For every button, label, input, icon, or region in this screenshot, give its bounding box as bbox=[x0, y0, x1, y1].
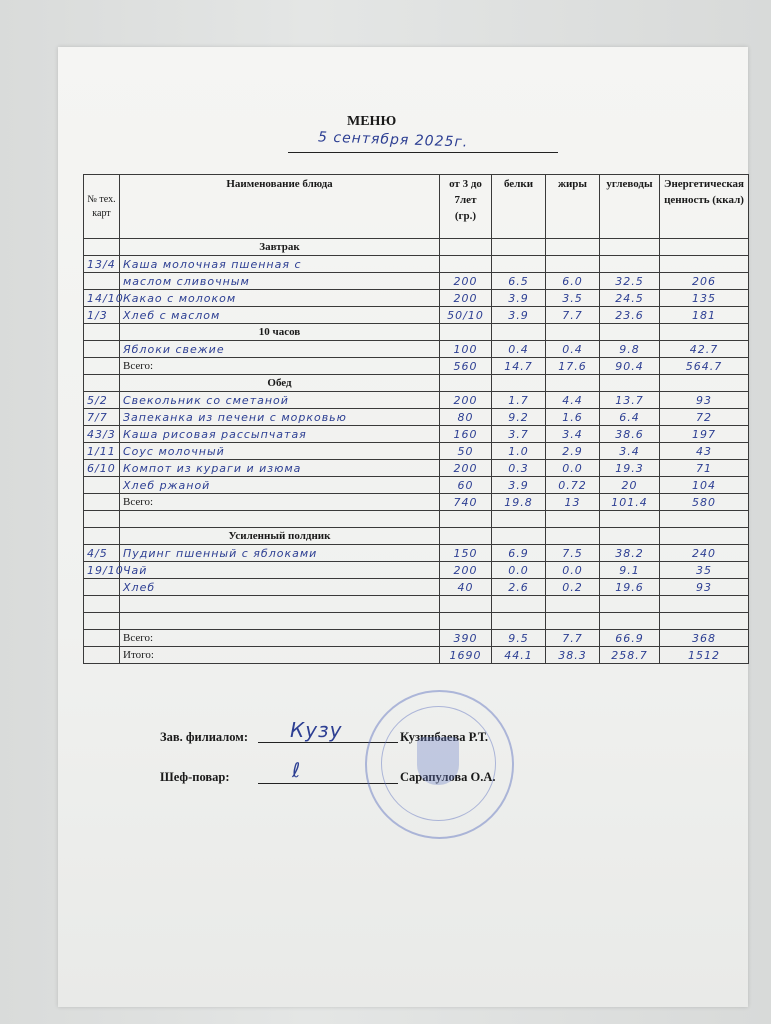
cell-empty bbox=[660, 528, 749, 545]
cell-empty bbox=[546, 613, 600, 630]
section-row bbox=[84, 324, 749, 341]
cell-portion: 50 bbox=[440, 443, 492, 460]
cell-carbs: 38.2 bbox=[600, 545, 660, 562]
chef-label: Шеф-повар: bbox=[160, 770, 230, 784]
cell-code bbox=[84, 375, 120, 392]
cell-empty bbox=[84, 613, 120, 630]
cell-energy: 206 bbox=[660, 273, 749, 290]
cell-fat: 7.7 bbox=[546, 307, 600, 324]
dish-row bbox=[84, 443, 749, 460]
total-row bbox=[84, 358, 749, 375]
cell-protein: 0.0 bbox=[492, 562, 546, 579]
cell-code bbox=[84, 528, 120, 545]
cell-fat: 7.7 bbox=[546, 630, 600, 647]
dish-name: Каша рисовая рассыпчатая bbox=[120, 426, 440, 443]
cell-fat bbox=[546, 256, 600, 273]
dish-row bbox=[84, 307, 749, 324]
cell-energy: 35 bbox=[660, 562, 749, 579]
dish-name: Чай bbox=[120, 562, 440, 579]
cell-empty bbox=[600, 511, 660, 528]
cell-empty bbox=[660, 511, 749, 528]
total-row bbox=[84, 647, 749, 664]
cell-empty bbox=[660, 239, 749, 256]
dish-name: Каша молочная пшенная с bbox=[120, 256, 440, 273]
cell-empty bbox=[660, 613, 749, 630]
cell-empty bbox=[600, 596, 660, 613]
cell-carbs: 101.4 bbox=[600, 494, 660, 511]
cell-code: 7/7 bbox=[84, 409, 120, 426]
empty-row bbox=[84, 613, 749, 630]
cell-fat: 3.4 bbox=[546, 426, 600, 443]
cell-energy: 368 bbox=[660, 630, 749, 647]
header-name: Наименование блюда bbox=[120, 175, 440, 239]
cell-empty bbox=[120, 511, 440, 528]
header-carbs: углеводы bbox=[600, 175, 660, 239]
cell-protein: 2.6 bbox=[492, 579, 546, 596]
total-label: Всего: bbox=[120, 630, 440, 647]
cell-energy: 93 bbox=[660, 579, 749, 596]
cell-empty bbox=[600, 528, 660, 545]
cell-empty bbox=[440, 324, 492, 341]
cell-portion: 740 bbox=[440, 494, 492, 511]
cell-empty bbox=[492, 239, 546, 256]
cell-energy: 43 bbox=[660, 443, 749, 460]
dish-name: Хлеб ржаной bbox=[120, 477, 440, 494]
cell-portion: 200 bbox=[440, 290, 492, 307]
cell-protein: 3.9 bbox=[492, 477, 546, 494]
cell-energy: 181 bbox=[660, 307, 749, 324]
dish-name: Хлеб с маслом bbox=[120, 307, 440, 324]
chef-signature: ℓ bbox=[292, 758, 302, 782]
cell-empty bbox=[600, 613, 660, 630]
total-label: Всего: bbox=[120, 494, 440, 511]
dish-name: Соус молочный bbox=[120, 443, 440, 460]
cell-empty bbox=[546, 239, 600, 256]
cell-energy: 1512 bbox=[660, 647, 749, 664]
cell-carbs: 24.5 bbox=[600, 290, 660, 307]
cell-empty bbox=[84, 596, 120, 613]
cell-empty bbox=[120, 613, 440, 630]
cell-empty bbox=[84, 511, 120, 528]
cell-energy: 564.7 bbox=[660, 358, 749, 375]
cell-empty bbox=[492, 511, 546, 528]
section-title: Обед bbox=[120, 375, 440, 392]
date-underline bbox=[288, 152, 558, 153]
cell-fat: 1.6 bbox=[546, 409, 600, 426]
cell-energy: 240 bbox=[660, 545, 749, 562]
cell-empty bbox=[546, 324, 600, 341]
cell-empty bbox=[546, 528, 600, 545]
cell-empty bbox=[440, 528, 492, 545]
stamp-emblem bbox=[417, 737, 459, 785]
dish-name: Пудинг пшенный с яблоками bbox=[120, 545, 440, 562]
cell-fat: 0.4 bbox=[546, 341, 600, 358]
cell-protein: 0.4 bbox=[492, 341, 546, 358]
cell-empty bbox=[440, 375, 492, 392]
cell-portion: 200 bbox=[440, 392, 492, 409]
dish-row bbox=[84, 477, 749, 494]
total-row bbox=[84, 630, 749, 647]
cell-empty bbox=[440, 596, 492, 613]
cell-portion: 1690 bbox=[440, 647, 492, 664]
cell-code: 1/11 bbox=[84, 443, 120, 460]
cell-protein: 0.3 bbox=[492, 460, 546, 477]
cell-fat: 2.9 bbox=[546, 443, 600, 460]
section-title: 10 часов bbox=[120, 324, 440, 341]
head-signature: Кузу bbox=[290, 718, 343, 742]
cell-protein: 3.9 bbox=[492, 307, 546, 324]
cell-energy: 93 bbox=[660, 392, 749, 409]
cell-code: 13/4 bbox=[84, 256, 120, 273]
cell-empty bbox=[492, 613, 546, 630]
table-header-row bbox=[84, 175, 749, 239]
dish-row bbox=[84, 460, 749, 477]
section-title: Усиленный полдник bbox=[120, 528, 440, 545]
cell-carbs: 90.4 bbox=[600, 358, 660, 375]
cell-protein: 3.9 bbox=[492, 290, 546, 307]
dish-row bbox=[84, 409, 749, 426]
cell-code: 5/2 bbox=[84, 392, 120, 409]
dish-name: Компот из кураги и изюма bbox=[120, 460, 440, 477]
cell-empty bbox=[492, 324, 546, 341]
cell-protein: 44.1 bbox=[492, 647, 546, 664]
empty-row bbox=[84, 511, 749, 528]
page-title: МЕНЮ bbox=[347, 114, 397, 129]
cell-protein: 1.7 bbox=[492, 392, 546, 409]
cell-protein: 9.5 bbox=[492, 630, 546, 647]
cell-carbs: 20 bbox=[600, 477, 660, 494]
cell-empty bbox=[120, 596, 440, 613]
total-label: Всего: bbox=[120, 358, 440, 375]
cell-fat: 6.0 bbox=[546, 273, 600, 290]
section-row bbox=[84, 528, 749, 545]
cell-energy: 104 bbox=[660, 477, 749, 494]
cell-code: 1/3 bbox=[84, 307, 120, 324]
cell-protein: 9.2 bbox=[492, 409, 546, 426]
cell-carbs: 9.1 bbox=[600, 562, 660, 579]
cell-code bbox=[84, 358, 120, 375]
cell-protein: 1.0 bbox=[492, 443, 546, 460]
cell-carbs: 6.4 bbox=[600, 409, 660, 426]
cell-empty bbox=[492, 528, 546, 545]
cell-protein: 14.7 bbox=[492, 358, 546, 375]
cell-protein: 6.9 bbox=[492, 545, 546, 562]
cell-portion: 390 bbox=[440, 630, 492, 647]
dish-row bbox=[84, 290, 749, 307]
cell-carbs: 19.6 bbox=[600, 579, 660, 596]
cell-empty bbox=[440, 511, 492, 528]
cell-portion: 200 bbox=[440, 460, 492, 477]
cell-code bbox=[84, 477, 120, 494]
cell-portion: 200 bbox=[440, 562, 492, 579]
chef-name: Сарапулова О.А. bbox=[400, 770, 496, 784]
cell-code bbox=[84, 494, 120, 511]
dish-row bbox=[84, 426, 749, 443]
cell-carbs: 66.9 bbox=[600, 630, 660, 647]
head-name: Кузинбаева Р.Т. bbox=[400, 730, 489, 744]
cell-fat: 13 bbox=[546, 494, 600, 511]
cell-carbs: 38.6 bbox=[600, 426, 660, 443]
dish-row bbox=[84, 392, 749, 409]
dish-name: Какао с молоком bbox=[120, 290, 440, 307]
cell-carbs: 19.3 bbox=[600, 460, 660, 477]
dish-row bbox=[84, 273, 749, 290]
cell-fat: 17.6 bbox=[546, 358, 600, 375]
menu-date: 5 сентября 2025г. bbox=[317, 129, 469, 151]
empty-row bbox=[84, 596, 749, 613]
dish-row bbox=[84, 341, 749, 358]
section-row bbox=[84, 239, 749, 256]
head-label: Зав. филиалом: bbox=[160, 730, 248, 744]
cell-carbs: 258.7 bbox=[600, 647, 660, 664]
cell-protein: 19.8 bbox=[492, 494, 546, 511]
dish-row bbox=[84, 579, 749, 596]
cell-code bbox=[84, 630, 120, 647]
cell-energy: 71 bbox=[660, 460, 749, 477]
cell-portion bbox=[440, 256, 492, 273]
cell-empty bbox=[600, 239, 660, 256]
dish-name: маслом сливочным bbox=[120, 273, 440, 290]
cell-code: 43/3 bbox=[84, 426, 120, 443]
cell-fat: 0.0 bbox=[546, 460, 600, 477]
cell-protein: 3.7 bbox=[492, 426, 546, 443]
cell-portion: 40 bbox=[440, 579, 492, 596]
cell-portion: 50/10 bbox=[440, 307, 492, 324]
cell-portion: 150 bbox=[440, 545, 492, 562]
cell-empty bbox=[660, 375, 749, 392]
cell-empty bbox=[546, 375, 600, 392]
cell-fat: 0.72 bbox=[546, 477, 600, 494]
dish-name: Хлеб bbox=[120, 579, 440, 596]
cell-energy: 580 bbox=[660, 494, 749, 511]
cell-portion: 100 bbox=[440, 341, 492, 358]
section-row bbox=[84, 375, 749, 392]
cell-fat: 3.5 bbox=[546, 290, 600, 307]
official-stamp bbox=[365, 690, 514, 839]
cell-empty bbox=[600, 324, 660, 341]
cell-code bbox=[84, 273, 120, 290]
cell-empty bbox=[440, 613, 492, 630]
cell-code: 4/5 bbox=[84, 545, 120, 562]
cell-protein: 6.5 bbox=[492, 273, 546, 290]
cell-code bbox=[84, 324, 120, 341]
dish-row bbox=[84, 545, 749, 562]
cell-portion: 560 bbox=[440, 358, 492, 375]
cell-code: 14/10 bbox=[84, 290, 120, 307]
cell-empty bbox=[546, 511, 600, 528]
cell-empty bbox=[440, 239, 492, 256]
dish-name: Яблоки свежие bbox=[120, 341, 440, 358]
total-label: Итого: bbox=[120, 647, 440, 664]
cell-empty bbox=[492, 375, 546, 392]
header-portion: от 3 до 7лет (гр.) bbox=[440, 175, 492, 239]
cell-empty bbox=[660, 324, 749, 341]
dish-row bbox=[84, 256, 749, 273]
cell-energy: 42.7 bbox=[660, 341, 749, 358]
cell-fat: 38.3 bbox=[546, 647, 600, 664]
total-row bbox=[84, 494, 749, 511]
cell-empty bbox=[660, 596, 749, 613]
header-energy: Энергетическая ценность (ккал) bbox=[660, 175, 749, 239]
cell-carbs: 32.5 bbox=[600, 273, 660, 290]
cell-energy: 197 bbox=[660, 426, 749, 443]
cell-energy: 72 bbox=[660, 409, 749, 426]
cell-empty bbox=[600, 375, 660, 392]
cell-portion: 200 bbox=[440, 273, 492, 290]
cell-carbs: 3.4 bbox=[600, 443, 660, 460]
cell-carbs: 13.7 bbox=[600, 392, 660, 409]
cell-code bbox=[84, 579, 120, 596]
cell-protein bbox=[492, 256, 546, 273]
menu-table bbox=[83, 174, 749, 664]
cell-empty bbox=[546, 596, 600, 613]
cell-carbs: 23.6 bbox=[600, 307, 660, 324]
cell-code: 6/10 bbox=[84, 460, 120, 477]
dish-name: Свекольник со сметаной bbox=[120, 392, 440, 409]
cell-code: 19/10 bbox=[84, 562, 120, 579]
cell-carbs bbox=[600, 256, 660, 273]
cell-fat: 0.2 bbox=[546, 579, 600, 596]
cell-portion: 160 bbox=[440, 426, 492, 443]
cell-fat: 7.5 bbox=[546, 545, 600, 562]
cell-fat: 0.0 bbox=[546, 562, 600, 579]
dish-name: Запеканка из печени с морковью bbox=[120, 409, 440, 426]
cell-code bbox=[84, 341, 120, 358]
cell-portion: 60 bbox=[440, 477, 492, 494]
cell-portion: 80 bbox=[440, 409, 492, 426]
header-num: № тех. карт bbox=[84, 175, 120, 239]
cell-carbs: 9.8 bbox=[600, 341, 660, 358]
dish-row bbox=[84, 562, 749, 579]
section-title: Завтрак bbox=[120, 239, 440, 256]
cell-empty bbox=[492, 596, 546, 613]
cell-code bbox=[84, 239, 120, 256]
cell-energy bbox=[660, 256, 749, 273]
cell-fat: 4.4 bbox=[546, 392, 600, 409]
header-fat: жиры bbox=[546, 175, 600, 239]
cell-energy: 135 bbox=[660, 290, 749, 307]
header-protein: белки bbox=[492, 175, 546, 239]
cell-code bbox=[84, 647, 120, 664]
